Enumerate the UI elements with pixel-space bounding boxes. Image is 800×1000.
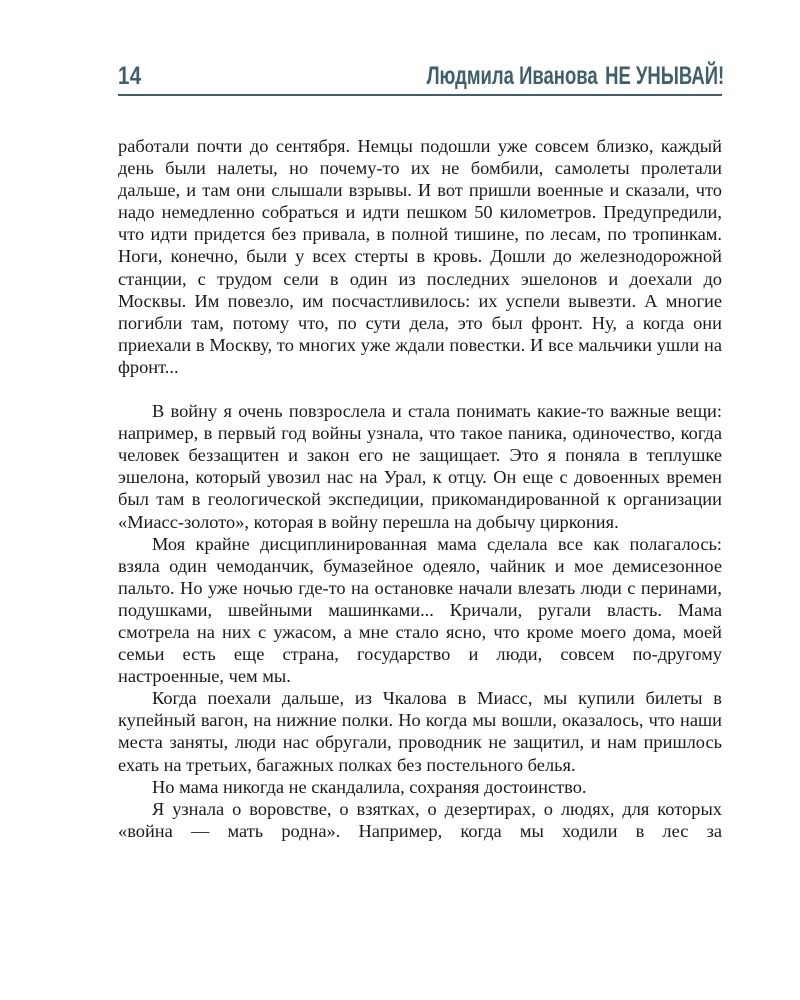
running-head-author: Людмила Иванова [426, 62, 598, 90]
header-rule [118, 94, 722, 96]
paragraph: работали почти до сентября. Немцы подошли уже совсем близко, каждый день были налеты, но почему-то их не бомбили, самолеты пролетали дальше, и там они слышали взрывы. И вот пришли военные и сказали, что надо немедленно собраться и идти пешком 50 километров. Предупредили, что идти придется без привала, в полной тишине, по лесам, по тропинкам. Ноги, конечно, были у всех стерты в кровь. Дошли до железнодорожной станции, с трудом сели в один из последних эшелонов и доехали до Москвы. Им повезло, им посчастливилось: их успели вывезти. А многие погибли там, потому что, по сути дела, это был фронт. Ну, а когда они приехали в Москву, то многих уже ждали повестки. И все мальчики ушли на фронт... [118, 136, 722, 377]
paragraph: Когда поехали дальше, из Чкалова в Миасс, мы купили билеты в купейный вагон, на нижние полки. Но когда мы вошли, оказалось, что наши места заняты, люди нас обругали, проводник не защитил, и нам пришлось ехать на третьих, багажных полках без постельного белья. [118, 688, 722, 775]
paragraph: Моя крайне дисциплинированная мама сделала все как полагалось: взяла один чемоданчик, бумазейное одеяло, чайник и мое демисезонное пальто. Но уже ночью где-то на остановке начали влезать люди с перинами, подушками, швейными машинками... Кричали, ругали власть. Мама смотрела на них с ужасом, а мне стало ясно, что кроме моего дома, моей семьи есть еще страна, государство и люди, совсем по-другому настроенные, чем мы. [118, 533, 722, 687]
body-text [118, 135, 722, 842]
paragraph: В войну я очень повзрослела и стала понимать какие-то важные вещи: например, в первый год войны узнала, что такое паника, одиночество, когда человек беззащитен и закон его не защищает. Это я поняла в теплушке эшелона, который увозил нас на Урал, к отцу. Он еще с довоенных времен был там в геологической экспедиции, прикомандированной к организации «Миасс-золото», которая в войну перешла на добычу циркония. [118, 401, 722, 532]
running-head-title: НЕ УНЫВАЙ! [604, 62, 724, 90]
running-head [426, 62, 724, 91]
paragraph: Но мама никогда не скандалила, сохраняя достоинство. [152, 776, 587, 797]
paragraph: Я узнала о воровстве, о взятках, о дезертирах, о людях, для которых «война — мать родна». Например, когда мы ходили в лес за [118, 798, 722, 841]
page-number: 14 [118, 62, 142, 90]
